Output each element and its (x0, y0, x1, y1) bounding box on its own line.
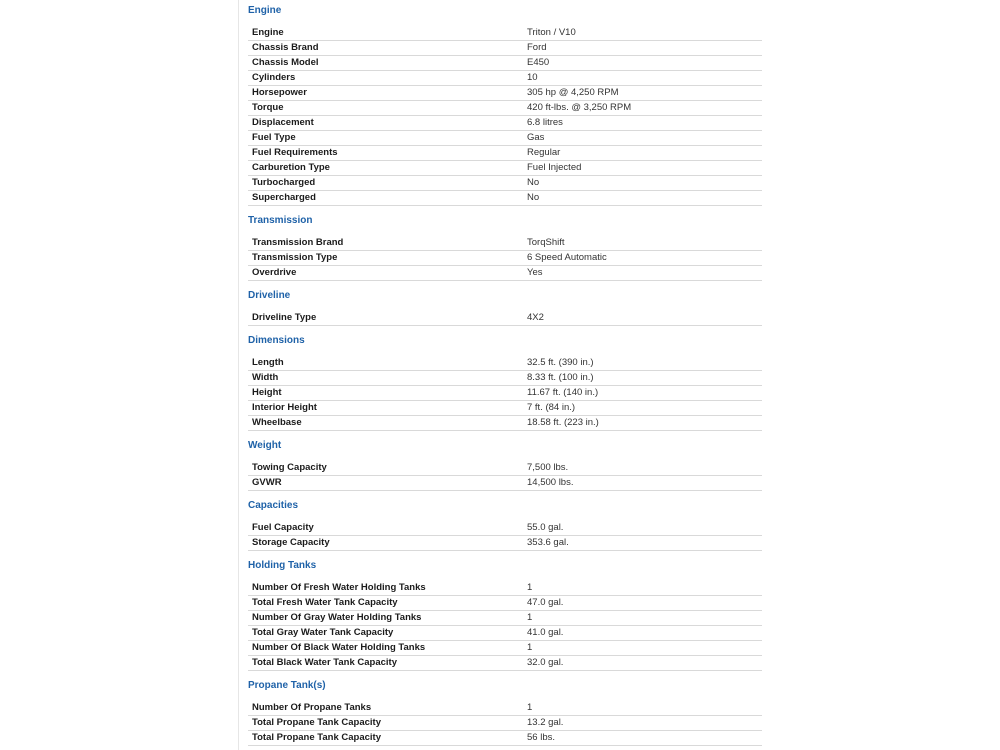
spec-label: Total Propane Tank Capacity (252, 717, 381, 728)
spec-row (248, 716, 762, 731)
spec-value: 14,500 lbs. (527, 477, 574, 488)
spec-row (248, 641, 762, 656)
spec-value: 6 Speed Automatic (527, 252, 607, 263)
section-title: Capacities (248, 500, 299, 511)
spec-label: Horsepower (252, 87, 307, 98)
spec-row (248, 536, 762, 551)
spec-row (248, 656, 762, 671)
spec-row (248, 461, 762, 476)
spec-row (248, 416, 762, 431)
spec-value: 10 (527, 72, 538, 83)
spec-table (248, 236, 762, 281)
spec-value: 47.0 gal. (527, 597, 564, 608)
spec-label: Engine (252, 27, 284, 38)
spec-label: Number Of Black Water Holding Tanks (252, 642, 426, 653)
spec-label: Chassis Model (252, 57, 319, 68)
spec-label: Driveline Type (252, 312, 317, 323)
spec-row (248, 371, 762, 386)
spec-label: Fuel Type (252, 132, 296, 143)
spec-row (248, 476, 762, 491)
spec-value: Yes (527, 267, 543, 278)
spec-value: 1 (527, 642, 533, 653)
spec-label: Chassis Brand (252, 42, 319, 53)
spec-table (248, 581, 762, 671)
spec-row (248, 146, 762, 161)
spec-label: Width (252, 372, 279, 383)
spec-row (248, 176, 762, 191)
spec-value: 32.5 ft. (390 in.) (527, 357, 594, 368)
spec-value: 1 (527, 582, 533, 593)
spec-label: Number Of Propane Tanks (252, 702, 372, 713)
spec-value: 8.33 ft. (100 in.) (527, 372, 594, 383)
spec-row (248, 71, 762, 86)
spec-label: Displacement (252, 117, 314, 128)
spec-row (248, 26, 762, 41)
spec-row (248, 56, 762, 71)
spec-label: Number Of Fresh Water Holding Tanks (252, 582, 426, 593)
spec-value: 55.0 gal. (527, 522, 564, 533)
spec-table (248, 311, 762, 326)
spec-table (248, 356, 762, 431)
spec-value: 1 (527, 612, 533, 623)
spec-label: Towing Capacity (252, 462, 327, 473)
spec-value: E450 (527, 57, 550, 68)
spec-label: GVWR (252, 477, 282, 488)
spec-table (248, 461, 762, 491)
spec-label: Total Propane Tank Capacity (252, 732, 381, 743)
spec-value: 353.6 gal. (527, 537, 569, 548)
spec-row (248, 41, 762, 56)
spec-row (248, 191, 762, 206)
spec-value: 7,500 lbs. (527, 462, 569, 473)
spec-row (248, 521, 762, 536)
spec-label: Torque (252, 102, 284, 113)
section-title: Dimensions (248, 335, 305, 346)
section-title: Weight (248, 440, 282, 451)
spec-row (248, 626, 762, 641)
spec-label: Transmission Brand (252, 237, 344, 248)
spec-value: Regular (527, 147, 561, 158)
spec-section (248, 330, 762, 431)
spec-value: 420 ft-lbs. @ 3,250 RPM (527, 102, 632, 113)
spec-section (248, 675, 762, 746)
spec-label: Cylinders (252, 72, 296, 83)
spec-value: No (527, 192, 540, 203)
spec-table (248, 701, 762, 746)
spec-row (248, 386, 762, 401)
spec-section (248, 285, 762, 326)
spec-label: Number Of Gray Water Holding Tanks (252, 612, 422, 623)
spec-value: 32.0 gal. (527, 657, 564, 668)
spec-value: No (527, 177, 540, 188)
spec-sheet (248, 0, 762, 750)
spec-row (248, 356, 762, 371)
spec-label: Transmission Type (252, 252, 338, 263)
spec-label: Overdrive (252, 267, 297, 278)
spec-row (248, 611, 762, 626)
spec-value: 11.67 ft. (140 in.) (527, 387, 599, 398)
spec-value: Gas (527, 132, 545, 143)
content-left-border (238, 0, 239, 750)
spec-label: Fuel Requirements (252, 147, 338, 158)
spec-row (248, 311, 762, 326)
spec-row (248, 581, 762, 596)
spec-row (248, 131, 762, 146)
section-title: Holding Tanks (248, 560, 317, 571)
section-title: Driveline (248, 290, 291, 301)
spec-section (248, 495, 762, 551)
spec-label: Total Fresh Water Tank Capacity (252, 597, 398, 608)
spec-section (248, 0, 762, 206)
spec-label: Supercharged (252, 192, 316, 203)
spec-label: Fuel Capacity (252, 522, 314, 533)
section-title: Propane Tank(s) (248, 680, 326, 691)
spec-table (248, 26, 762, 206)
spec-value: 18.58 ft. (223 in.) (527, 417, 599, 428)
spec-label: Length (252, 357, 284, 368)
spec-table (248, 521, 762, 551)
spec-value: Triton / V10 (527, 27, 576, 38)
spec-label: Interior Height (252, 402, 317, 413)
spec-label: Carburetion Type (252, 162, 330, 173)
spec-label: Wheelbase (252, 417, 302, 428)
spec-row (248, 116, 762, 131)
spec-value: 7 ft. (84 in.) (527, 402, 576, 413)
section-title: Engine (248, 5, 282, 16)
spec-row (248, 86, 762, 101)
spec-value: 1 (527, 702, 533, 713)
spec-row (248, 596, 762, 611)
section-title: Transmission (248, 215, 313, 226)
spec-label: Total Gray Water Tank Capacity (252, 627, 394, 638)
spec-value: TorqShift (527, 237, 565, 248)
spec-row (248, 161, 762, 176)
spec-value: Fuel Injected (527, 162, 582, 173)
spec-value: 6.8 litres (527, 117, 563, 128)
spec-value: 41.0 gal. (527, 627, 564, 638)
spec-section (248, 555, 762, 671)
spec-row (248, 731, 762, 746)
spec-section (248, 210, 762, 281)
spec-label: Height (252, 387, 282, 398)
spec-value: Ford (527, 42, 547, 53)
spec-label: Total Black Water Tank Capacity (252, 657, 398, 668)
spec-section (248, 435, 762, 491)
spec-row (248, 236, 762, 251)
spec-label: Storage Capacity (252, 537, 330, 548)
spec-row (248, 101, 762, 116)
spec-value: 305 hp @ 4,250 RPM (527, 87, 619, 98)
spec-row (248, 251, 762, 266)
spec-value: 4X2 (527, 312, 544, 323)
spec-value: 13.2 gal. (527, 717, 564, 728)
spec-row (248, 401, 762, 416)
spec-row (248, 266, 762, 281)
spec-row (248, 701, 762, 716)
spec-label: Turbocharged (252, 177, 316, 188)
spec-value: 56 lbs. (527, 732, 555, 743)
